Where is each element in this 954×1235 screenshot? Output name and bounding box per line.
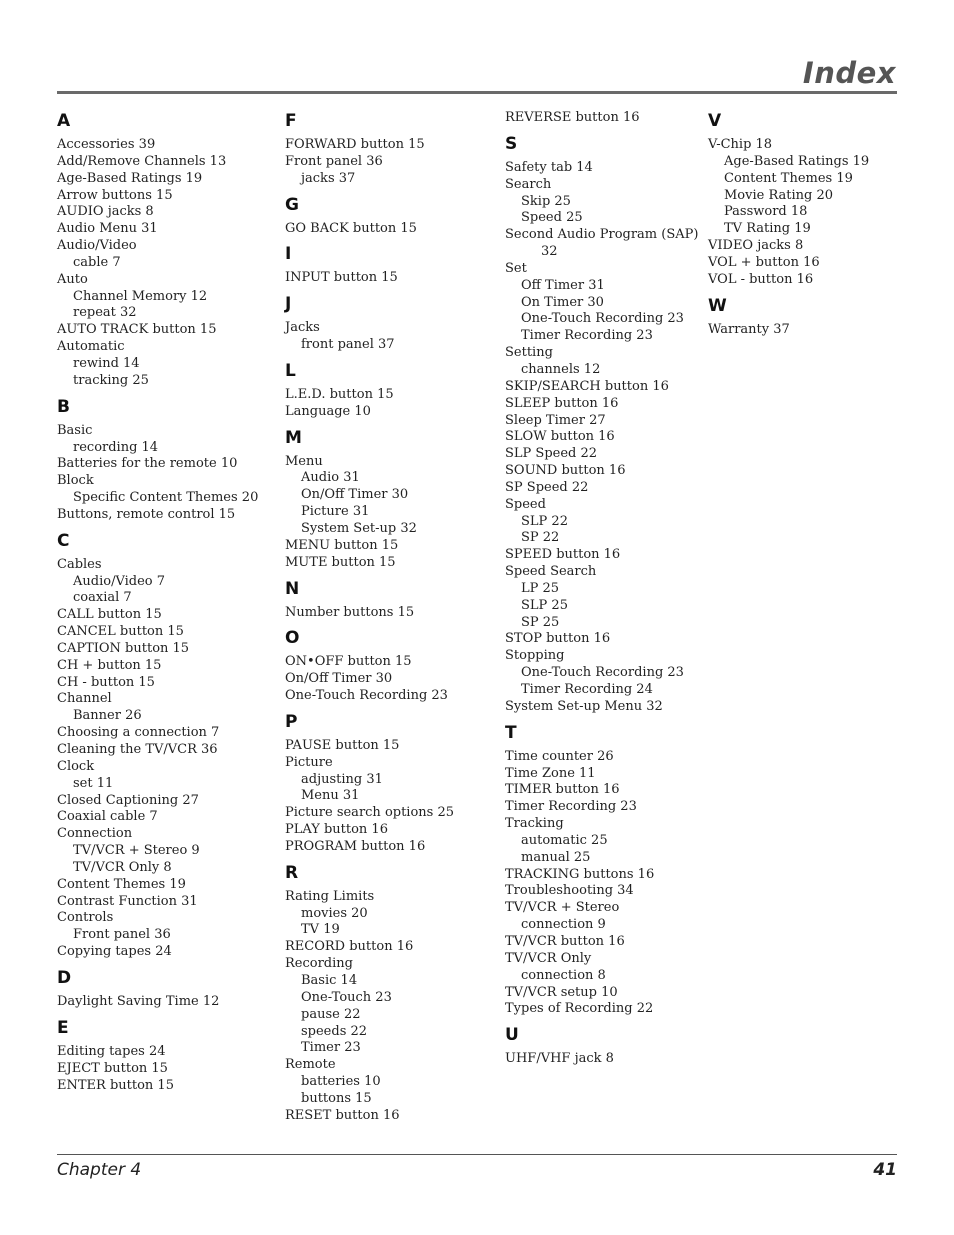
index-entry: Batteries for the remote 10 (57, 456, 238, 472)
index-subentry: Picture 31 (301, 504, 370, 520)
index-subentry: Channel Memory 12 (73, 288, 208, 304)
index-subentry: One-Touch Recording 23 (521, 665, 684, 681)
index-entry: Troubleshooting 34 (505, 883, 634, 899)
index-entry: SP Speed 22 (505, 479, 589, 495)
index-entry: Editing tapes 24 (57, 1043, 166, 1059)
index-entry: V-Chip 18 (708, 137, 773, 152)
page-title: Index (802, 56, 896, 90)
index-subentry: TV/VCR + Stereo 9 (73, 843, 200, 859)
index-subentry: Timer Recording 24 (521, 682, 653, 697)
index-entry: AUDIO jacks 8 (57, 204, 154, 220)
section-letter-r: R (285, 862, 299, 883)
index-entry: Stopping (505, 648, 565, 664)
index-subentry: batteries 10 (301, 1074, 381, 1090)
index-column-3 (505, 110, 715, 1068)
index-entry: MENU button 15 (285, 537, 399, 553)
section-letter-s: S (505, 133, 518, 154)
index-subentry: movies 20 (301, 905, 368, 921)
index-subentry: connection 8 (521, 967, 606, 983)
index-subentry: Basic 14 (301, 973, 358, 988)
index-entry: EJECT button 15 (57, 1060, 168, 1076)
index-subentry: recording 14 (73, 439, 159, 455)
index-subentry: Movie Rating 20 (724, 187, 834, 203)
index-entry: One-Touch Recording 23 (285, 688, 448, 704)
index-entry: SKIP/SEARCH button 16 (505, 378, 669, 394)
section-letter-e: E (57, 1017, 69, 1038)
index-entry: UHF/VHF jack 8 (505, 1051, 614, 1067)
section-letter-m: M (285, 427, 302, 448)
index-entry: Safety tab 14 (505, 159, 593, 175)
index-entry: SLEEP button 16 (505, 395, 619, 411)
index-entry: Contrast Function 31 (57, 893, 198, 909)
index-entry: Sleep Timer 27 (505, 412, 606, 428)
index-entry: Types of Recording 22 (505, 1001, 654, 1017)
index-subentry: front panel 37 (301, 337, 395, 353)
header-rule (57, 91, 897, 94)
index-subentry: SP 25 (521, 614, 560, 630)
section-letter-c: C (57, 530, 70, 551)
section-letter-p: P (285, 711, 298, 732)
index-subentry: LP 25 (521, 580, 560, 596)
index-column-4 (708, 110, 918, 338)
index-entry: REVERSE button 16 (505, 110, 640, 125)
index-entry: TV/VCR button 16 (505, 933, 625, 949)
index-entry: Accessories 39 (57, 137, 156, 152)
index-entry: Closed Captioning 27 (57, 792, 199, 808)
index-entry: Channel (57, 691, 112, 707)
index-subentry: adjusting 31 (301, 771, 383, 787)
index-entry: Recording (285, 956, 353, 972)
index-subentry: pause 22 (301, 1006, 361, 1022)
section-letter-j: J (285, 294, 292, 315)
index-subentry: One-Touch 23 (301, 989, 392, 1005)
index-entry: CALL button 15 (57, 607, 162, 623)
index-entry: Block (57, 473, 94, 489)
page-number: 41 (873, 1160, 897, 1180)
index-entry: CH + button 15 (57, 657, 162, 673)
index-subentry: connection 9 (521, 917, 606, 933)
index-subentry: Off Timer 31 (521, 277, 605, 293)
index-entry: Front panel 36 (285, 153, 383, 169)
index-entry: Time counter 26 (505, 748, 614, 764)
index-entry: Clock (57, 758, 95, 774)
index-subentry: On Timer 30 (521, 294, 604, 310)
index-subentry: rewind 14 (73, 355, 140, 371)
index-subentry: TV 19 (301, 922, 340, 938)
index-column-1 (57, 110, 267, 1094)
index-entry: Timer Recording 23 (505, 799, 637, 815)
index-subentry: Age-Based Ratings 19 (724, 153, 870, 169)
index-subentry: channels 12 (521, 361, 601, 377)
section-letter-n: N (285, 578, 300, 599)
index-entry: SPEED button 16 (505, 547, 621, 563)
index-entry: Search (505, 176, 552, 192)
index-entry: TV/VCR Only (505, 950, 592, 966)
index-entry: Menu (285, 453, 323, 469)
index-entry: Warranty 37 (708, 321, 790, 337)
index-subentry: buttons 15 (301, 1090, 372, 1106)
index-entry: INPUT button 15 (285, 270, 398, 286)
index-entry: VOL - button 16 (708, 271, 814, 287)
index-entry: Rating Limits (285, 888, 375, 904)
index-entry: SOUND button 16 (505, 463, 626, 479)
index-entry: CANCEL button 15 (57, 624, 184, 640)
index-entry: PAUSE button 15 (285, 737, 400, 753)
index-entry: Choosing a connection 7 (57, 725, 220, 741)
index-entry: VOL + button 16 (708, 254, 820, 270)
index-entry: Speed Search (505, 564, 597, 580)
index-entry: L.E.D. button 15 (285, 386, 394, 402)
index-entry: TV/VCR + Stereo (505, 900, 620, 916)
section-letter-g: G (285, 194, 299, 215)
index-entry: VIDEO jacks 8 (708, 238, 804, 254)
index-subentry: Speed 25 (521, 210, 583, 226)
index-subentry: Front panel 36 (73, 927, 171, 943)
index-entry: ON•OFF button 15 (285, 654, 412, 670)
index-entry: Daylight Saving Time 12 (57, 993, 220, 1009)
index-entry: Cleaning the TV/VCR 36 (57, 742, 218, 757)
index-entry: Speed (505, 496, 546, 512)
index-subentry: tracking 25 (73, 372, 149, 388)
section-letter-a: A (57, 111, 71, 131)
section-letter-w: W (708, 295, 727, 316)
index-subentry: SLP 22 (521, 513, 568, 529)
index-entry: System Set-up Menu 32 (505, 698, 663, 714)
index-entry: Age-Based Ratings 19 (57, 170, 203, 186)
section-letter-f: F (285, 111, 297, 131)
index-entry: Second Audio Program (SAP) (505, 227, 699, 243)
index-entry: Coaxial cable 7 (57, 809, 158, 825)
index-entry: Basic (57, 422, 93, 438)
index-column-2 (285, 110, 495, 1125)
index-subentry: Audio/Video 7 (73, 573, 166, 589)
index-entry: Arrow buttons 15 (57, 187, 173, 203)
index-subentry: TV/VCR Only 8 (73, 859, 172, 875)
index-entry: MUTE button 15 (285, 554, 396, 570)
index-entry: Audio/Video (57, 238, 137, 254)
index-subentry: SLP 25 (521, 597, 568, 613)
index-entry: Remote (285, 1057, 336, 1073)
index-entry: CH - button 15 (57, 674, 155, 690)
section-letter-o: O (285, 628, 300, 649)
index-entry: Time Zone 11 (505, 765, 596, 781)
section-letter-i: I (285, 244, 292, 265)
section-letter-b: B (57, 396, 70, 417)
section-letter-d: D (57, 967, 72, 988)
index-subentry: Timer Recording 23 (521, 328, 653, 344)
index-entry: TRACKING buttons 16 (505, 866, 655, 882)
index-entry: FORWARD button 15 (285, 137, 425, 152)
index-entry: On/Off Timer 30 (285, 671, 393, 687)
index-entry: Cables (57, 556, 102, 572)
section-letter-l: L (285, 360, 296, 381)
index-subentry: automatic 25 (521, 832, 608, 848)
index-entry: Number buttons 15 (285, 604, 415, 620)
section-letter-t: T (505, 722, 517, 743)
index-subentry: jacks 37 (301, 170, 356, 186)
index-entry: Content Themes 19 (57, 876, 186, 892)
index-subentry: speeds 22 (301, 1023, 368, 1039)
index-subentry: cable 7 (73, 254, 121, 270)
index-entry: RECORD button 16 (285, 939, 414, 955)
index-subentry: Skip 25 (521, 193, 571, 209)
index-entry: Picture (285, 754, 333, 770)
index-entry: AUTO TRACK button 15 (57, 322, 217, 338)
index-subentry: manual 25 (521, 849, 591, 865)
index-entry: TV/VCR setup 10 (505, 984, 618, 1000)
index-subentry: repeat 32 (73, 305, 137, 321)
index-entry: Controls (57, 910, 114, 926)
index-subentry: TV Rating 19 (724, 221, 811, 237)
index-subentry: System Set-up 32 (301, 520, 417, 536)
index-subentry: coaxial 7 (73, 590, 132, 606)
index-subentry: SP 22 (521, 530, 560, 546)
index-subentry: Menu 31 (301, 788, 360, 804)
index-subentry: 32 (541, 244, 558, 260)
index-entry: Jacks (285, 320, 320, 336)
index-entry: Auto (57, 271, 88, 287)
index-entry: PLAY button 16 (285, 822, 388, 838)
index-subentry: On/Off Timer 30 (301, 487, 409, 503)
index-subentry: Specific Content Themes 20 (73, 490, 259, 506)
index-entry: SLP Speed 22 (505, 446, 598, 462)
index-entry: CAPTION button 15 (57, 640, 190, 656)
index-subentry: One-Touch Recording 23 (521, 311, 684, 327)
index-entry: RESET button 16 (285, 1107, 400, 1123)
index-entry: Tracking (505, 816, 564, 832)
index-entry: PROGRAM button 16 (285, 838, 426, 854)
section-letter-v: V (708, 111, 722, 131)
index-entry: STOP button 16 (505, 631, 611, 647)
index-entry: Automatic (57, 339, 125, 355)
index-entry: SLOW button 16 (505, 429, 615, 445)
index-subentry: Password 18 (724, 204, 808, 220)
footer-rule (57, 1154, 897, 1155)
index-entry: Connection (57, 826, 133, 842)
index-entry: Buttons, remote control 15 (57, 506, 236, 522)
index-entry: TIMER button 16 (505, 782, 620, 798)
index-subentry: Content Themes 19 (724, 170, 853, 186)
index-entry: Copying tapes 24 (57, 944, 172, 960)
index-entry: GO BACK button 15 (285, 220, 417, 236)
index-entry: Audio Menu 31 (57, 221, 158, 237)
index-entry: Set (505, 260, 527, 276)
index-subentry: set 11 (73, 775, 114, 791)
chapter-label: Chapter 4 (57, 1160, 142, 1180)
index-subentry: Banner 26 (73, 708, 142, 724)
section-letter-u: U (505, 1025, 519, 1046)
index-subentry: Timer 23 (301, 1040, 361, 1056)
index-entry: Language 10 (285, 403, 371, 419)
index-entry: Picture search options 25 (285, 805, 455, 821)
index-entry: Setting (505, 345, 553, 361)
index-entry: Add/Remove Channels 13 (57, 153, 227, 169)
index-entry: ENTER button 15 (57, 1077, 174, 1093)
index-subentry: Audio 31 (301, 470, 360, 486)
